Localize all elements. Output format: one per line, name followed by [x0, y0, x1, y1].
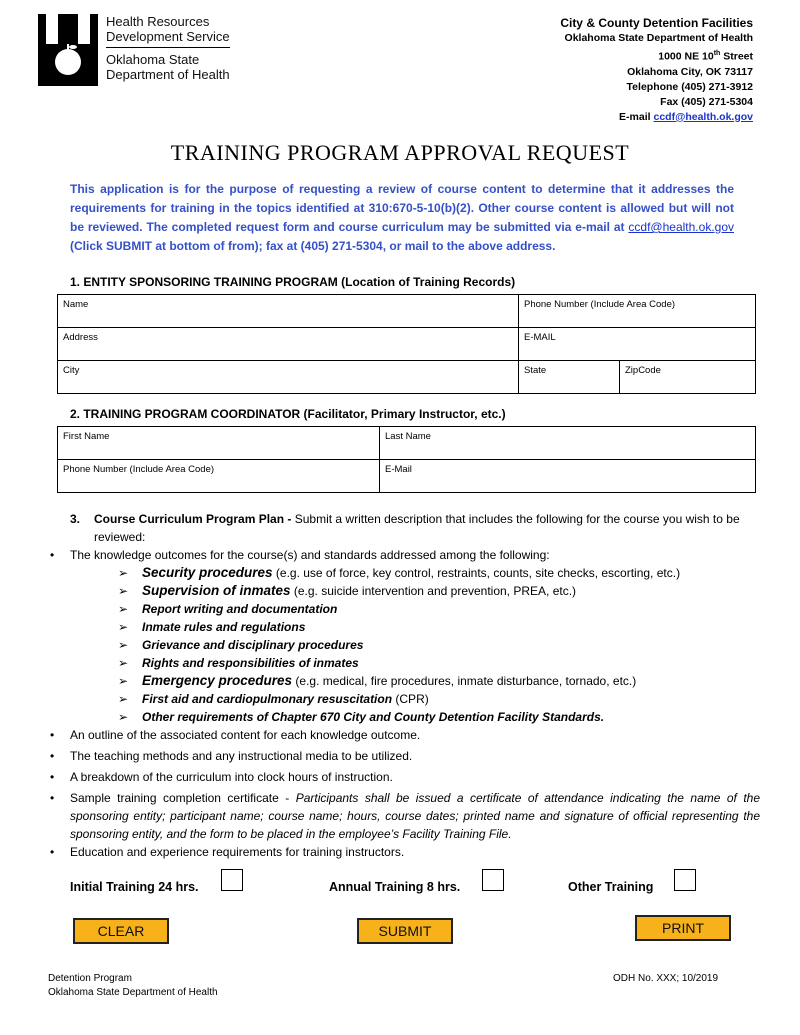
contact-phone: Telephone (405) 271-3912: [626, 80, 753, 93]
contact-email: E-mail ccdf@health.ok.gov: [619, 110, 753, 123]
print-button[interactable]: PRINT: [635, 915, 731, 941]
submit-button[interactable]: SUBMIT: [357, 918, 453, 944]
footer-form-code: ODH No. XXX; 10/2019: [613, 973, 719, 984]
topic-item: ➢ Report writing and documentation: [118, 602, 338, 616]
intro-email-link[interactable]: ccdf@health.ok.gov: [628, 220, 734, 234]
list-item: • The knowledge outcomes for the course(s) and standards addressed among the following:: [46, 546, 760, 564]
arrow-bullet-icon: ➢: [118, 584, 129, 598]
contact-block: [560, 16, 753, 125]
logo-line: Oklahoma State: [106, 52, 200, 67]
page-title: TRAINING PROGRAM APPROVAL REQUEST: [170, 140, 630, 165]
entity-table: [57, 294, 756, 394]
entity-zip-field[interactable]: ZipCode: [620, 361, 756, 394]
topic-item: ➢ First aid and cardiopulmonary resuscitation (CPR): [118, 692, 429, 706]
entity-state-field[interactable]: State: [519, 361, 620, 394]
osdh-logo: [38, 14, 98, 86]
entity-email-field[interactable]: E-MAIL: [519, 328, 756, 361]
contact-fax: Fax (405) 271-5304: [660, 95, 753, 108]
curriculum-plan: [70, 510, 760, 861]
coordinator-last-name-field[interactable]: Last Name: [380, 427, 756, 460]
other-training-label: Other Training: [568, 880, 654, 894]
topic-item: ➢ Other requirements of Chapter 670 City and County Detention Facility Standards.: [118, 710, 605, 724]
arrow-bullet-icon: ➢: [118, 566, 129, 580]
annual-training-label: Annual Training 8 hrs.: [329, 880, 461, 894]
arrow-bullet-icon: ➢: [118, 710, 129, 724]
logo-line: Department of Health: [106, 67, 230, 82]
logo-text: [106, 14, 230, 82]
footer-dept: Oklahoma State Department of Health: [48, 987, 218, 998]
logo-line: Development Service: [106, 29, 230, 44]
arrow-bullet-icon: ➢: [118, 656, 129, 670]
list-item: • The teaching methods and any instructional media to be utilized.: [46, 747, 760, 765]
other-training-checkbox[interactable]: [674, 869, 696, 891]
footer-left: [48, 972, 218, 1000]
intro-paragraph: This application is for the purpose of requesting a review of course content to determine that it addresses the requirements for training in the topics identified at 310:670-5-10(b)(2). Other course content is allowed but will not be reviewed. The completed request form and course curriculum may be submitted via e-mail at ccdf@health.ok.gov (Click SUBMIT at bottom of from); fax at (405) 271-5304, or mail to the above address.: [70, 182, 734, 253]
logo-line: Health Resources: [106, 14, 210, 29]
list-item: • Sample training completion certificate - Participants shall be issued a certificate of attendance indicating the name of the sponsoring entity; participant name; course name; hours, course dates; printed name and signature of official representing the sponsoring entity, and the form to be placed in the employee’s Facility Training File.: [46, 789, 760, 843]
arrow-bullet-icon: ➢: [118, 692, 129, 706]
topic-item: ➢ Security procedures (e.g. use of force, key control, restraints, counts, site checks, escorting, etc.): [118, 565, 681, 580]
contact-city: Oklahoma City, OK 73117: [627, 65, 753, 78]
topic-item: ➢ Grievance and disciplinary procedures: [118, 638, 364, 652]
contact-email-link[interactable]: ccdf@health.ok.gov: [653, 110, 753, 123]
arrow-bullet-icon: ➢: [118, 638, 129, 652]
arrow-bullet-icon: ➢: [118, 620, 129, 634]
coordinator-table: [57, 426, 756, 493]
entity-city-field[interactable]: City: [58, 361, 519, 394]
section1-heading: 1. ENTITY SPONSORING TRAINING PROGRAM (Location of Training Records): [70, 275, 516, 289]
topic-item: ➢ Emergency procedures (e.g. medical, fire procedures, inmate disturbance, tornado, etc.): [118, 673, 637, 688]
contact-street: 1000 NE 10th Street: [658, 50, 753, 63]
list-item: • Education and experience requirements for training instructors.: [46, 843, 760, 861]
logo-divider: [106, 47, 230, 48]
section3-heading: 3. Course Curriculum Program Plan - Submit a written description that includes the following for the course you wish to be reviewed:: [70, 512, 740, 544]
entity-address-field[interactable]: Address: [58, 328, 519, 361]
contact-dept: Oklahoma State Department of Health: [564, 32, 753, 44]
coordinator-phone-field[interactable]: Phone Number (Include Area Code): [58, 460, 380, 493]
topic-list: [70, 564, 760, 726]
section2-heading: 2. TRAINING PROGRAM COORDINATOR (Facilitator, Primary Instructor, etc.): [70, 407, 506, 421]
annual-training-checkbox[interactable]: [482, 869, 504, 891]
arrow-bullet-icon: ➢: [118, 602, 129, 616]
coordinator-first-name-field[interactable]: First Name: [58, 427, 380, 460]
topic-item: ➢ Supervision of inmates (e.g. suicide intervention and prevention, PREA, etc.): [118, 583, 577, 598]
footer-program: Detention Program: [48, 973, 132, 984]
list-item: • An outline of the associated content for each knowledge outcome.: [46, 726, 760, 744]
contact-org: City & County Detention Facilities: [560, 16, 753, 30]
clear-button[interactable]: CLEAR: [73, 918, 169, 944]
initial-training-label: Initial Training 24 hrs.: [70, 880, 199, 894]
initial-training-checkbox[interactable]: [221, 869, 243, 891]
topic-item: ➢ Inmate rules and regulations: [118, 620, 306, 634]
entity-name-field[interactable]: Name: [58, 295, 519, 328]
list-item: • A breakdown of the curriculum into clock hours of instruction.: [46, 768, 760, 786]
arrow-bullet-icon: ➢: [118, 674, 129, 688]
entity-phone-field[interactable]: Phone Number (Include Area Code): [519, 295, 756, 328]
coordinator-email-field[interactable]: E-Mail: [380, 460, 756, 493]
topic-item: ➢ Rights and responsibilities of inmates: [118, 656, 359, 670]
